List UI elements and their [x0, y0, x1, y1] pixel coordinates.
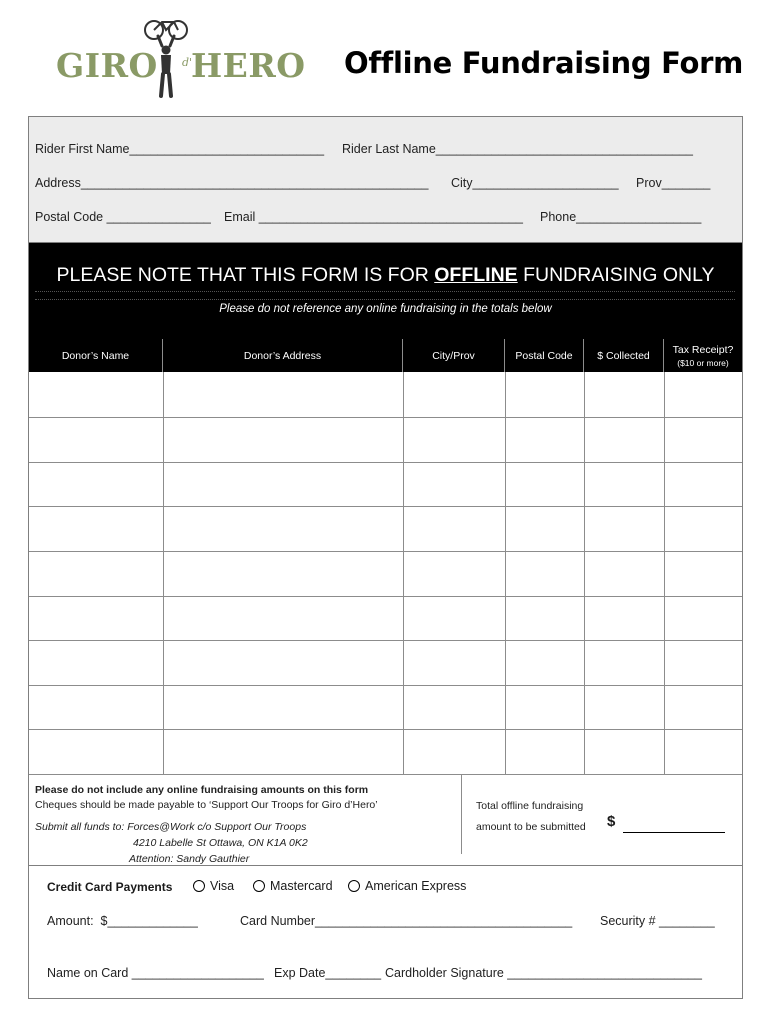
card-number-field[interactable]: Card Number_____________________________________: [240, 914, 573, 928]
postal-code-field[interactable]: Postal Code _______________: [35, 210, 211, 224]
column-divider: [505, 372, 506, 774]
notice-emphasis: OFFLINE: [434, 264, 518, 286]
address-field[interactable]: Address__________________________________________________: [35, 176, 429, 190]
column-header-label: Donor’s Name: [61, 349, 130, 362]
signature-field[interactable]: Cardholder Signature ____________________________: [385, 966, 702, 980]
notice-divider: [35, 299, 735, 300]
column-divider: [584, 372, 585, 774]
instructions-divider: [461, 774, 462, 854]
rider-last-name-field[interactable]: Rider Last Name_____________________________________: [342, 142, 694, 156]
table-row[interactable]: [29, 685, 742, 686]
rider-info-section: [29, 117, 742, 243]
column-header-label: Tax Receipt?: [672, 343, 734, 356]
column-header-label: $ Collected: [597, 349, 650, 362]
fundraising-form: [28, 116, 743, 999]
column-header-donor-name: [29, 339, 163, 372]
notice-prefix: PLEASE NOTE THAT THIS FORM IS FOR: [56, 264, 435, 286]
phone-field[interactable]: Phone__________________: [540, 210, 702, 224]
mailing-address: 4210 Labelle St Ottawa, ON K1A 0K2: [133, 837, 308, 849]
visa-option[interactable]: [193, 879, 234, 893]
attention-line: Attention: Sandy Gauthier: [129, 853, 250, 865]
online-warning: Please do not include any online fundraising amounts on this form: [35, 784, 369, 796]
rider-first-name-field[interactable]: Rider First Name____________________________: [35, 142, 325, 156]
column-divider: [664, 372, 665, 774]
mastercard-option[interactable]: [253, 879, 333, 893]
column-header-sublabel: ($10 or more): [677, 357, 729, 368]
radio-icon[interactable]: [193, 880, 205, 892]
total-dollar-symbol: $: [607, 813, 616, 830]
notice-suffix: FUNDRAISING ONLY: [517, 264, 715, 286]
amount-field[interactable]: Amount: $_____________: [47, 914, 198, 928]
credit-card-title: Credit Card Payments: [47, 880, 173, 894]
table-row[interactable]: [29, 551, 742, 552]
column-header-label: City/Prov: [432, 349, 475, 362]
radio-icon[interactable]: [348, 880, 360, 892]
notice-divider: [35, 291, 735, 292]
column-divider: [403, 372, 404, 774]
giro-dhero-logo: [54, 16, 306, 98]
name-on-card-field[interactable]: Name on Card ___________________: [47, 966, 264, 980]
column-header-label: Donor’s Address: [243, 349, 322, 362]
total-label-line1: Total offline fundraising: [476, 800, 584, 812]
radio-icon[interactable]: [253, 880, 265, 892]
credit-card-section: [29, 865, 742, 998]
table-row[interactable]: [29, 774, 742, 775]
table-row[interactable]: [29, 640, 742, 641]
column-divider: [163, 372, 164, 774]
total-amount-field[interactable]: [623, 832, 725, 833]
table-row[interactable]: [29, 462, 742, 463]
page-title: Offline Fundraising Form: [344, 46, 743, 80]
prov-field[interactable]: Prov_______: [636, 176, 711, 190]
amex-option[interactable]: [348, 879, 466, 893]
exp-date-field[interactable]: Exp Date________: [274, 966, 382, 980]
table-row[interactable]: [29, 417, 742, 418]
security-code-field[interactable]: Security # ________: [600, 914, 715, 928]
table-row[interactable]: [29, 596, 742, 597]
cheque-instructions: Cheques should be made payable to ‘Support Our Troops for Giro d’Hero’: [35, 799, 378, 811]
column-header-tax-receipt: [664, 339, 742, 372]
logo-text-hero: HERO: [191, 46, 306, 85]
submit-instructions: Submit all funds to: Forces@Work c/o Support Our Troops: [35, 821, 307, 833]
column-header-donor-address: [163, 339, 403, 372]
total-label-line2: amount to be submitted: [476, 821, 586, 833]
city-field[interactable]: City_____________________: [451, 176, 619, 190]
amex-label: American Express: [365, 879, 467, 893]
logo-text-giro: GIRO: [56, 46, 158, 85]
table-row[interactable]: [29, 506, 742, 507]
mastercard-label: Mastercard: [270, 879, 333, 893]
notice-subtitle: Please do not reference any online fundraising in the totals below: [219, 303, 552, 315]
column-header-collected: [584, 339, 664, 372]
notice-title: [29, 264, 742, 287]
visa-label: Visa: [210, 879, 235, 893]
table-row[interactable]: [29, 729, 742, 730]
column-header-city-prov: [403, 339, 505, 372]
email-field[interactable]: Email ______________________________________: [224, 210, 523, 224]
column-header-postal-code: [505, 339, 584, 372]
column-header-label: Postal Code: [515, 349, 573, 362]
logo-text-d: d': [182, 56, 193, 69]
